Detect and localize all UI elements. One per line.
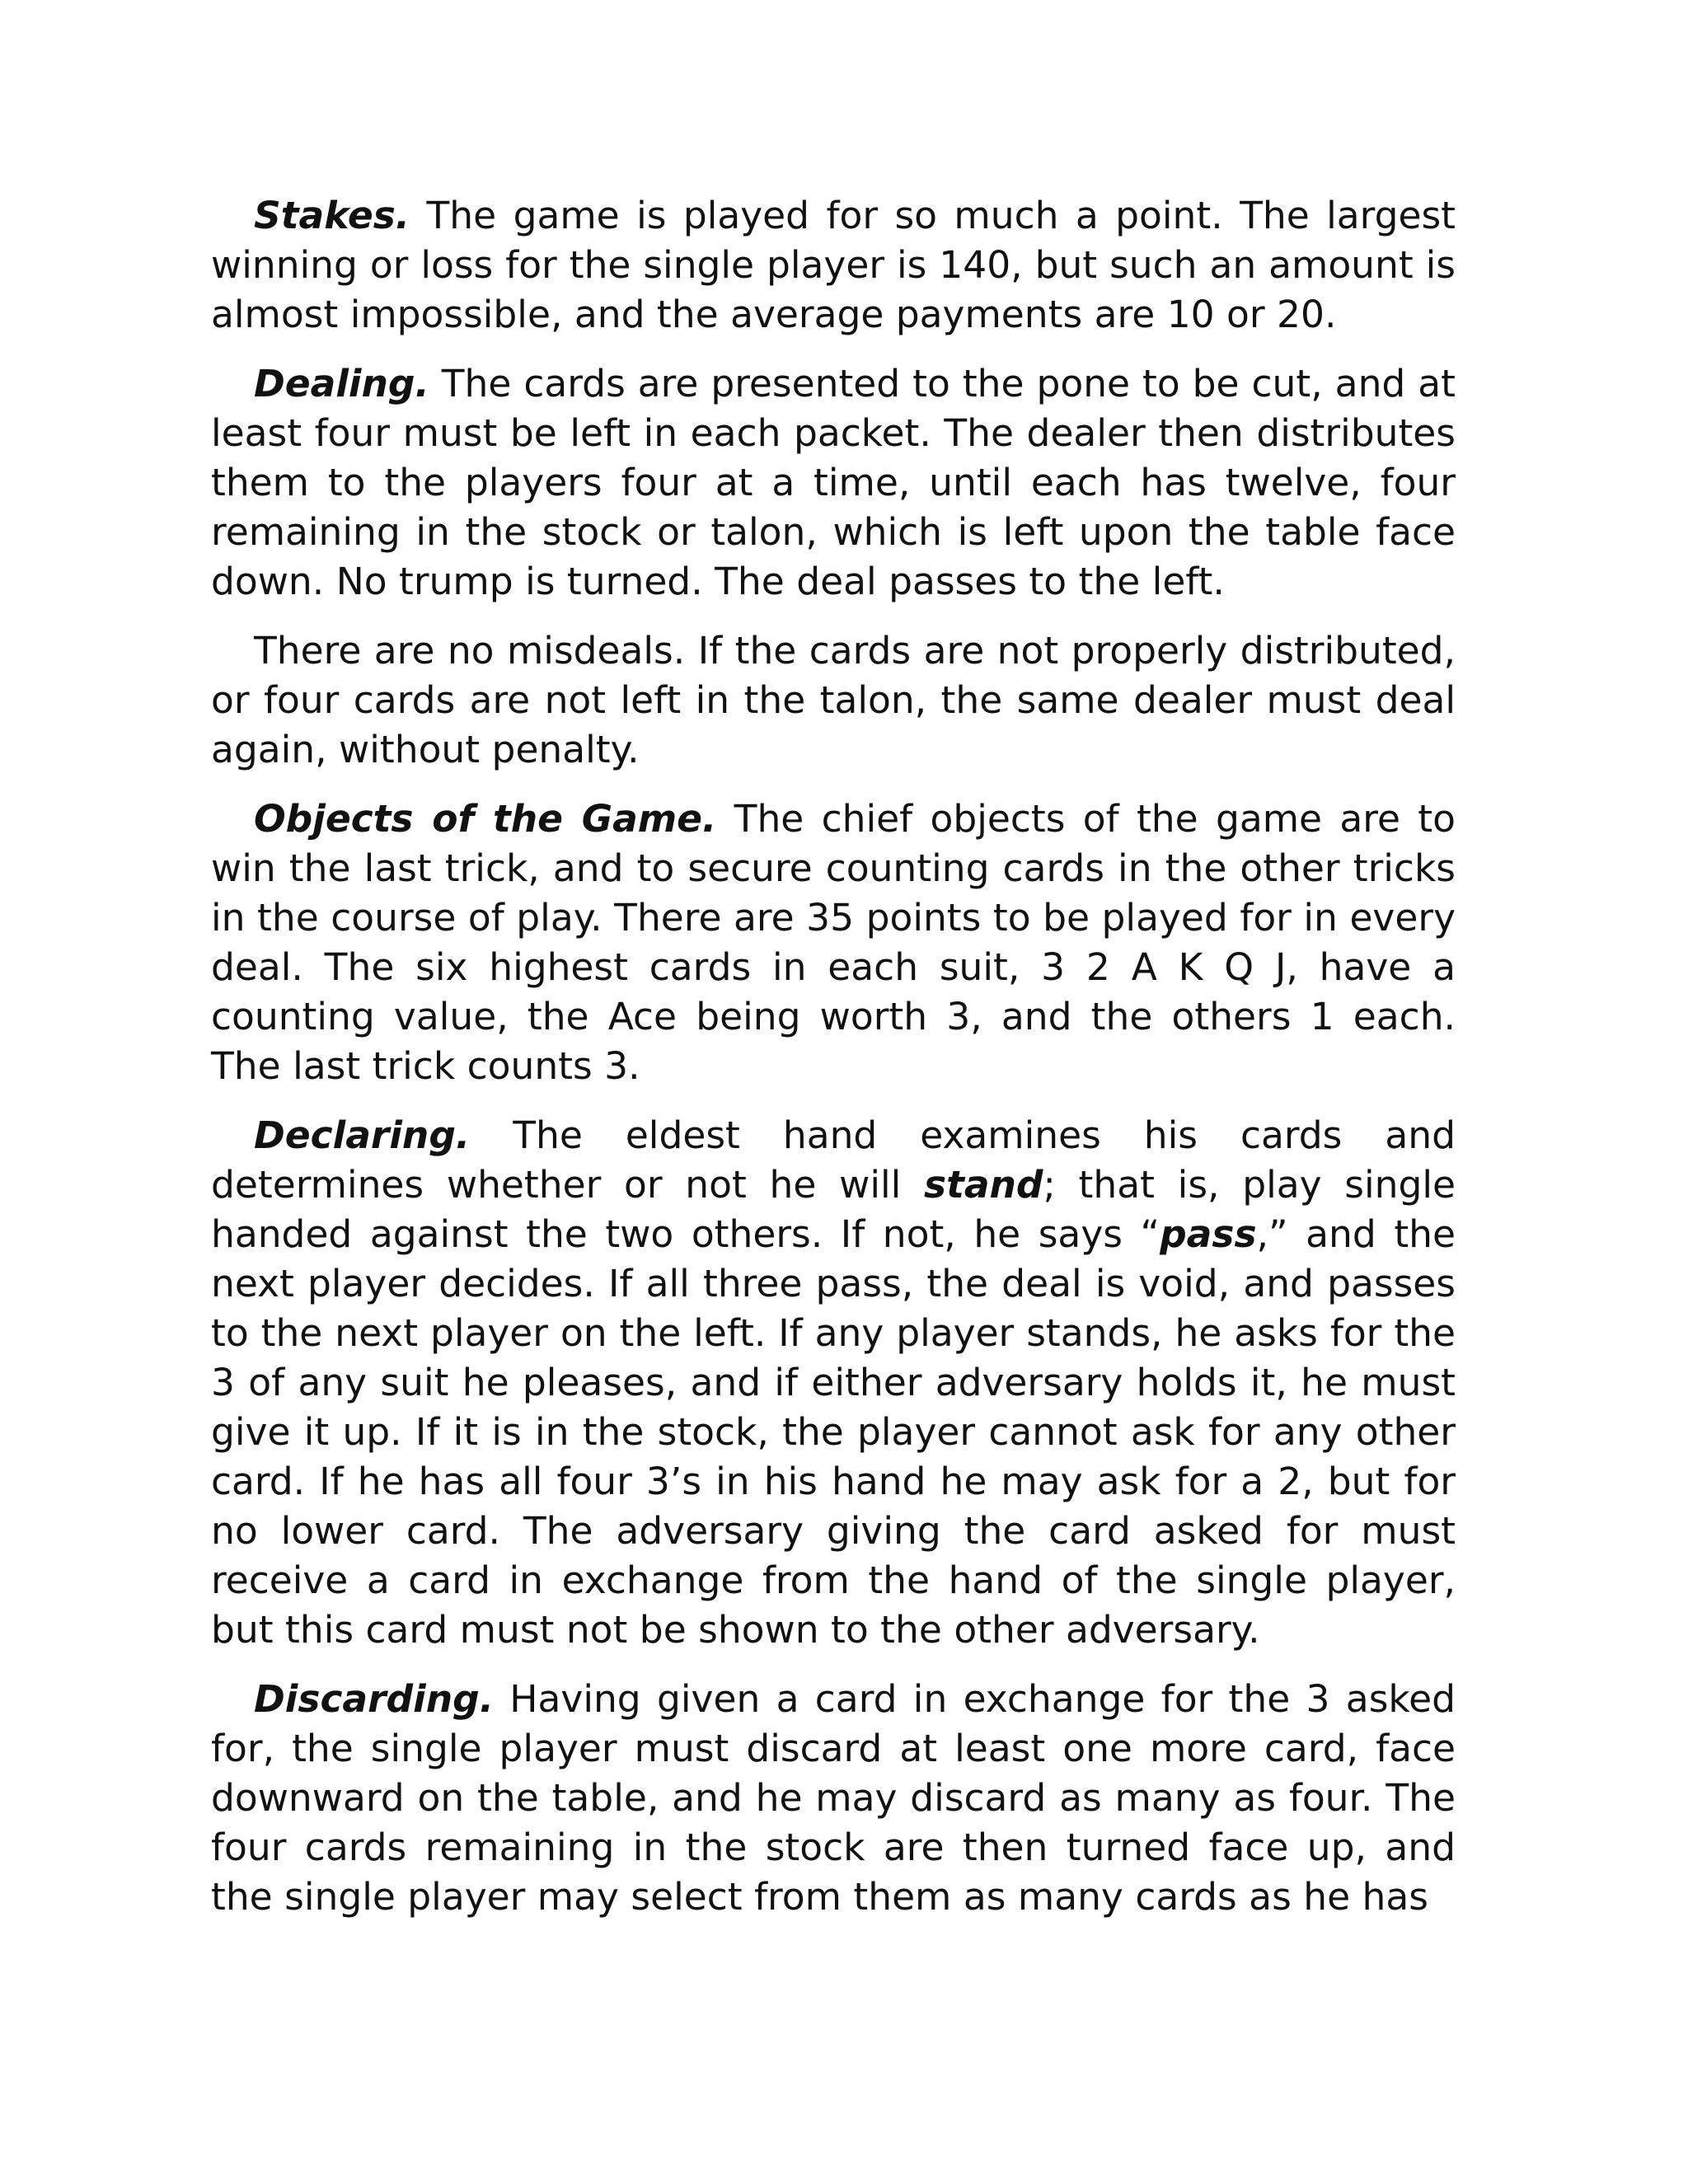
- emphasis-stand: stand: [923, 1163, 1043, 1207]
- paragraph-text: The cards are presented to the pone to be cut, and at least four must be left in each packet. The dealer then distributes them to the players four at a time, until each has twelve, four remaining in the stock or talon, which is left upon the table face down. No trump is turned. The deal passes to the left.: [211, 362, 1456, 603]
- paragraph-text: There are no misdeals. If the cards are not properly distributed, or four cards are not left in the talon, the same dealer must deal again, without penalty.: [211, 629, 1456, 771]
- paragraph-heading: Dealing.: [254, 362, 429, 405]
- paragraph-stakes: [211, 191, 1456, 340]
- paragraph-dealing: [211, 359, 1456, 607]
- page-body: [211, 191, 1456, 1942]
- paragraph-text: Having given a card in exchange for the 3 asked for, the single player must discard at least one more card, face downward on the table, and he may discard as many as four. The four cards remaining in the stock are then turned face up, and the single player may select from them as many cards as he has: [211, 1677, 1456, 1919]
- paragraph-text: The game is played for so much a point. The largest winning or loss for the single player is 140, but such an amount is almost impossible, and the average payments are 10 or 20.: [211, 194, 1456, 336]
- paragraph-declaring: [211, 1111, 1456, 1655]
- emphasis-pass: pass: [1160, 1212, 1257, 1256]
- paragraph-objects: [211, 794, 1456, 1091]
- paragraph-misdeals: [211, 626, 1456, 775]
- paragraph-text: The chief objects of the game are to win the last trick, and to secure counting cards in the other tricks in the course of play. There are 35 points to be played for in every deal. The six highest cards in each suit, 3 2 A K Q J, have a counting value, the Ace being worth 3, and the others 1 each. The last trick counts 3.: [211, 797, 1456, 1088]
- paragraph-heading: Objects of the Game.: [254, 797, 717, 841]
- paragraph-discarding: [211, 1675, 1456, 1922]
- paragraph-text: The eldest hand examines his cards and determines whether or not he will: [211, 1113, 1456, 1207]
- paragraph-heading: Discarding.: [254, 1677, 494, 1721]
- paragraph-heading: Stakes.: [254, 194, 410, 237]
- paragraph-heading: Declaring.: [254, 1113, 471, 1157]
- paragraph-text: ; that is, play single handed against the two others. If not, he says “: [211, 1163, 1456, 1256]
- paragraph-text: ,” and the next player decides. If all three pass, the deal is void, and passes to the next player on the left. If any player stands, he asks for the 3 of any suit he pleases, and if either adversary holds it, he must give it up. If it is in the stock, the player cannot ask for any other card. If he has all four 3’s in his hand he may ask for a 2, but for no lower card. The adversary giving the card asked for must receive a card in exchange from the hand of the single player, but this card must not be shown to the other adversary.: [211, 1212, 1456, 1652]
